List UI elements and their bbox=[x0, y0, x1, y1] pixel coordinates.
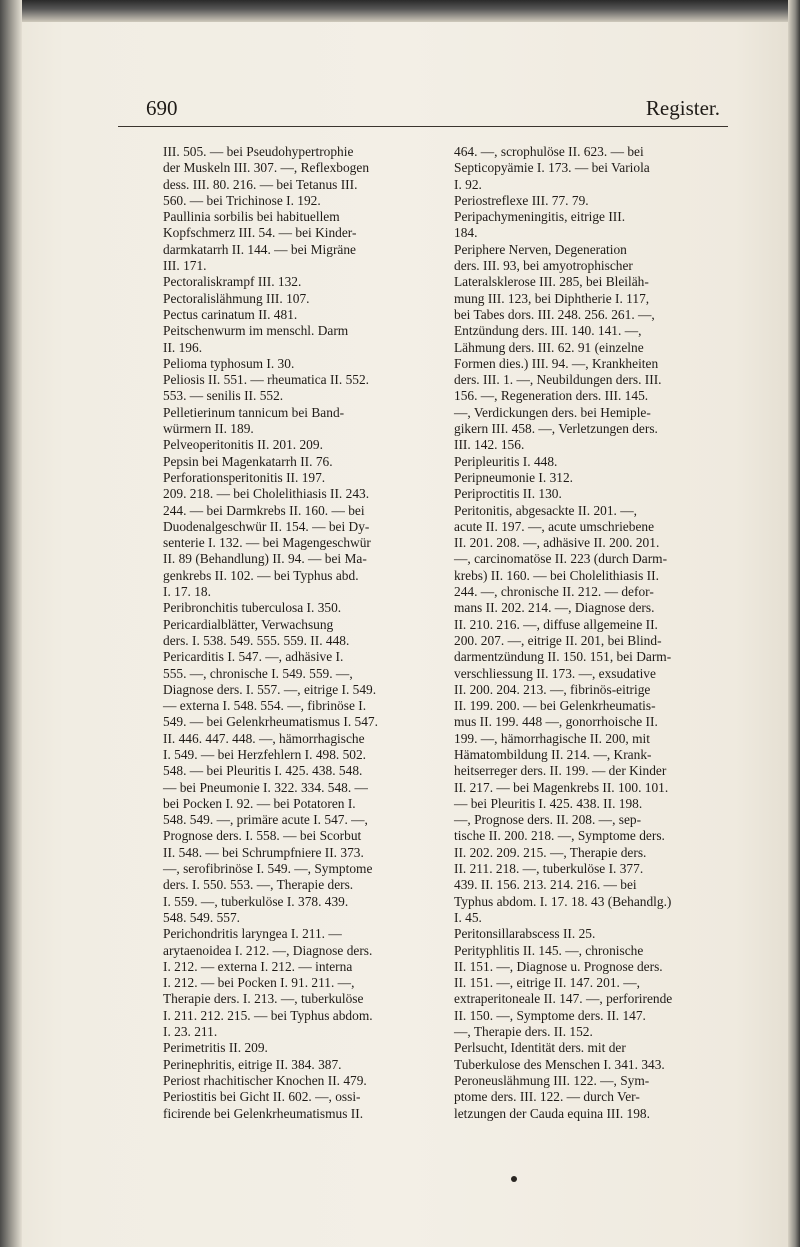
index-line: Periphere Nerven, Degeneration bbox=[454, 241, 627, 257]
index-line: Peroneuslähmung III. 122. —, Sym- bbox=[454, 1072, 650, 1088]
index-line: Perimetritis II. 209. bbox=[163, 1040, 268, 1056]
index-line: 555. —, chronische I. 549. 559. —, bbox=[163, 665, 353, 681]
index-line: Pericardialblätter, Verwachsung bbox=[163, 616, 334, 632]
index-line: Pelletierinum tannicum bei Band- bbox=[163, 404, 345, 420]
index-line: darmentzündung II. 150. 151, bei Darm- bbox=[454, 649, 672, 665]
index-line: Kopfschmerz III. 54. — bei Kinder- bbox=[163, 225, 357, 241]
index-line: I. 92. bbox=[454, 176, 482, 192]
index-line: Lähmung ders. III. 62. 91 (einzelne bbox=[454, 339, 644, 355]
index-line: verschliessung II. 173. —, exsudative bbox=[454, 665, 656, 681]
index-line: III. 142. 156. bbox=[454, 437, 525, 453]
index-line: II. 151. —, eitrige II. 147. 201. —, bbox=[454, 975, 640, 991]
index-line: der Muskeln III. 307. —, Reflexbogen bbox=[163, 160, 370, 176]
index-line: II. 217. — bei Magenkrebs II. 100. 101. bbox=[454, 779, 669, 795]
index-line: krebs) II. 160. — bei Cholelithiasis II. bbox=[454, 567, 659, 583]
page-number: 690 bbox=[146, 96, 178, 120]
index-line: I. 559. —, tuberkulöse I. 378. 439. bbox=[163, 893, 349, 909]
index-line: — bei Pneumonie I. 322. 334. 548. — bbox=[163, 779, 368, 795]
index-line: I. 17. 18. bbox=[163, 584, 211, 600]
index-line: Peripachymeningitis, eitrige III. bbox=[454, 209, 626, 225]
index-line: Hämatombildung II. 214. —, Krank- bbox=[454, 746, 652, 762]
index-line: II. 211. 218. —, tuberkulöse I. 377. bbox=[454, 861, 644, 877]
index-column-right bbox=[454, 144, 672, 1122]
index-line: Periostitis bei Gicht II. 602. —, ossi- bbox=[163, 1089, 361, 1105]
index-line: 156. —, Regeneration ders. III. 145. bbox=[454, 388, 649, 404]
index-line: Perlsucht, Identität ders. mit der bbox=[454, 1040, 626, 1056]
index-line: ders. I. 550. 553. —, Therapie ders. bbox=[163, 877, 354, 893]
index-line: Therapie ders. I. 213. —, tuberkulöse bbox=[163, 991, 364, 1007]
index-line: Peliosis II. 551. — rheumatica II. 552. bbox=[163, 372, 370, 388]
index-line: Peribronchitis tuberculosa I. 350. bbox=[163, 600, 342, 616]
index-line: II. 548. — bei Schrumpfniere II. 373. bbox=[163, 844, 364, 860]
index-line: II. 151. —, Diagnose u. Prognose ders. bbox=[454, 958, 663, 974]
index-line: Lateralsklerose III. 285, bei Bleiläh- bbox=[454, 274, 649, 290]
index-line: 200. 207. —, eitrige II. 201, bei Blind- bbox=[454, 632, 662, 648]
index-line: darmkatarrh II. 144. — bei Migräne bbox=[163, 241, 356, 257]
index-line: Periproctitis II. 130. bbox=[454, 486, 562, 502]
index-line: bei Tabes dors. III. 248. 256. 261. —, bbox=[454, 306, 655, 322]
index-line: —, Prognose ders. II. 208. —, sep- bbox=[454, 812, 642, 828]
index-line: arytaenoidea I. 212. —, Diagnose ders. bbox=[163, 942, 373, 958]
index-line: II. 201. 208. —, adhäsive II. 200. 201. bbox=[454, 535, 660, 551]
index-line: —, serofibrinöse I. 549. —, Symptome bbox=[163, 861, 373, 877]
index-line: II. 199. 200. — bei Gelenkrheumatis- bbox=[454, 698, 656, 714]
index-line: 560. — bei Trichinose I. 192. bbox=[163, 192, 321, 208]
index-line: Perforationsperitonitis II. 197. bbox=[163, 469, 326, 485]
index-line: extraperitoneale II. 147. —, perforirende bbox=[454, 991, 673, 1007]
index-line: ptome ders. III. 122. — durch Ver- bbox=[454, 1089, 640, 1105]
index-line: tische II. 200. 218. —, Symptome ders. bbox=[454, 828, 665, 844]
index-line: gikern III. 458. —, Verletzungen ders. bbox=[454, 421, 658, 437]
index-line: Paullinia sorbilis bei habituellem bbox=[163, 209, 340, 225]
index-line: — externa I. 548. 554. —, fibrinöse I. bbox=[163, 698, 367, 714]
index-line: würmern II. 189. bbox=[163, 421, 254, 437]
index-line: letzungen der Cauda equina III. 198. bbox=[454, 1105, 650, 1121]
index-line: Peripneumonie I. 312. bbox=[454, 469, 574, 485]
index-line: heitserreger ders. II. 199. — der Kinder bbox=[454, 763, 667, 779]
index-line: ders. I. 538. 549. 555. 559. II. 448. bbox=[163, 632, 350, 648]
index-line: II. 210. 216. —, diffuse allgemeine II. bbox=[454, 616, 658, 632]
index-line: 199. —, hämorrhagische II. 200, mit bbox=[454, 730, 650, 746]
index-column-left bbox=[163, 144, 378, 1122]
index-line: Perichondritis laryngea I. 211. — bbox=[163, 926, 342, 942]
index-line: I. 212. — externa I. 212. — interna bbox=[163, 958, 353, 974]
index-line: Pericarditis I. 547. —, adhäsive I. bbox=[163, 649, 344, 665]
page-header bbox=[118, 92, 728, 127]
index-line: II. 200. 204. 213. —, fibrinös-eitrige bbox=[454, 681, 651, 697]
scan-edge-top bbox=[0, 0, 800, 22]
index-line: senterie I. 132. — bei Magengeschwür bbox=[163, 535, 371, 551]
scan-edge-right bbox=[788, 0, 800, 1247]
index-line: 464. —, scrophulöse II. 623. — bei bbox=[454, 144, 644, 159]
index-line: III. 505. — bei Pseudohypertrophie bbox=[163, 144, 354, 159]
index-line: III. 171. bbox=[163, 258, 207, 274]
index-line: II. 202. 209. 215. —, Therapie ders. bbox=[454, 844, 647, 860]
index-line: I. 549. — bei Herzfehlern I. 498. 502. bbox=[163, 746, 367, 762]
index-line: genkrebs II. 102. — bei Typhus abd. bbox=[163, 567, 359, 583]
index-line: Typhus abdom. I. 17. 18. 43 (Behandlg.) bbox=[454, 893, 672, 909]
index-line: Formen dies.) III. 94. —, Krankheiten bbox=[454, 355, 659, 371]
index-line: Peritonsillarabscess II. 25. bbox=[454, 926, 596, 942]
index-line: Perityphlitis II. 145. —, chronische bbox=[454, 942, 644, 958]
index-line: Periostreflexe III. 77. 79. bbox=[454, 192, 589, 208]
index-line: II. 196. bbox=[163, 339, 203, 355]
index-line: Diagnose ders. I. 557. —, eitrige I. 549. bbox=[163, 681, 377, 697]
index-line: Pectoraliskrampf III. 132. bbox=[163, 274, 302, 290]
index-line: — bei Pleuritis I. 425. 438. II. 198. bbox=[454, 795, 643, 811]
index-line: 244. —, chronische II. 212. — defor- bbox=[454, 584, 654, 600]
index-line: Peritonitis, abgesackte II. 201. —, bbox=[454, 502, 637, 518]
index-line: II. 89 (Behandlung) II. 94. — bei Ma- bbox=[163, 551, 367, 567]
index-line: Pectus carinatum II. 481. bbox=[163, 306, 298, 322]
index-line: ders. III. 93, bei amyotrophischer bbox=[454, 258, 633, 274]
index-line: I. 23. 211. bbox=[163, 1024, 218, 1040]
index-line: Prognose ders. I. 558. — bei Scorbut bbox=[163, 828, 362, 844]
index-line: 439. II. 156. 213. 214. 216. — bei bbox=[454, 877, 637, 893]
index-line: mus II. 199. 448 —, gonorrhoische II. bbox=[454, 714, 658, 730]
index-line: Pepsin bei Magenkatarrh II. 76. bbox=[163, 453, 333, 469]
index-line: Entzündung ders. III. 140. 141. —, bbox=[454, 323, 642, 339]
running-head: Register. bbox=[645, 96, 720, 120]
index-line: Pectoralislähmung III. 107. bbox=[163, 290, 310, 306]
index-line: —, Verdickungen ders. bei Hemiple- bbox=[454, 404, 651, 420]
index-line: Perinephritis, eitrige II. 384. 387. bbox=[163, 1056, 342, 1072]
index-line: Duodenalgeschwür II. 154. — bei Dy- bbox=[163, 518, 370, 534]
print-speck bbox=[511, 1176, 517, 1182]
index-line: —, Therapie ders. II. 152. bbox=[454, 1024, 593, 1040]
index-line: I. 45. bbox=[454, 909, 482, 925]
index-line: ders. III. 1. —, Neubildungen ders. III. bbox=[454, 372, 662, 388]
index-line: 548. — bei Pleuritis I. 425. 438. 548. bbox=[163, 763, 363, 779]
index-line: 184. bbox=[454, 225, 478, 241]
index-line: Peitschenwurm im menschl. Darm bbox=[163, 323, 349, 339]
index-line: II. 150. —, Symptome ders. II. 147. bbox=[454, 1007, 646, 1023]
index-line: 209. 218. — bei Cholelithiasis II. 243. bbox=[163, 486, 370, 502]
index-line: Tuberkulose des Menschen I. 341. 343. bbox=[454, 1056, 665, 1072]
index-line: acute II. 197. —, acute umschriebene bbox=[454, 518, 655, 534]
index-line: mung III. 123, bei Diphtherie I. 117, bbox=[454, 290, 650, 306]
index-line: Peripleuritis I. 448. bbox=[454, 453, 558, 469]
scan-edge-left bbox=[0, 0, 22, 1247]
index-line: Pelveoperitonitis II. 201. 209. bbox=[163, 437, 323, 453]
index-line: dess. III. 80. 216. — bei Tetanus III. bbox=[163, 176, 358, 192]
index-line: 548. 549. —, primäre acute I. 547. —, bbox=[163, 812, 368, 828]
index-line: I. 212. — bei Pocken I. 91. 211. —, bbox=[163, 975, 355, 991]
index-line: Pelioma typhosum I. 30. bbox=[163, 355, 295, 371]
index-line: Periost rhachitischer Knochen II. 479. bbox=[163, 1072, 367, 1088]
index-line: bei Pocken I. 92. — bei Potatoren I. bbox=[163, 795, 356, 811]
index-line: 549. — bei Gelenkrheumatismus I. 547. bbox=[163, 714, 378, 730]
index-line: ficirende bei Gelenkrheumatismus II. bbox=[163, 1105, 364, 1121]
index-line: —, carcinomatöse II. 223 (durch Darm- bbox=[454, 551, 668, 567]
index-line: 548. 549. 557. bbox=[163, 909, 240, 925]
index-line: II. 446. 447. 448. —, hämorrhagische bbox=[163, 730, 365, 746]
index-line: 553. — senilis II. 552. bbox=[163, 388, 284, 404]
index-line: mans II. 202. 214. —, Diagnose ders. bbox=[454, 600, 655, 616]
index-line: I. 211. 212. 215. — bei Typhus abdom. bbox=[163, 1007, 373, 1023]
index-line: 244. — bei Darmkrebs II. 160. — bei bbox=[163, 502, 365, 518]
index-line: Septicopyämie I. 173. — bei Variola bbox=[454, 160, 650, 176]
